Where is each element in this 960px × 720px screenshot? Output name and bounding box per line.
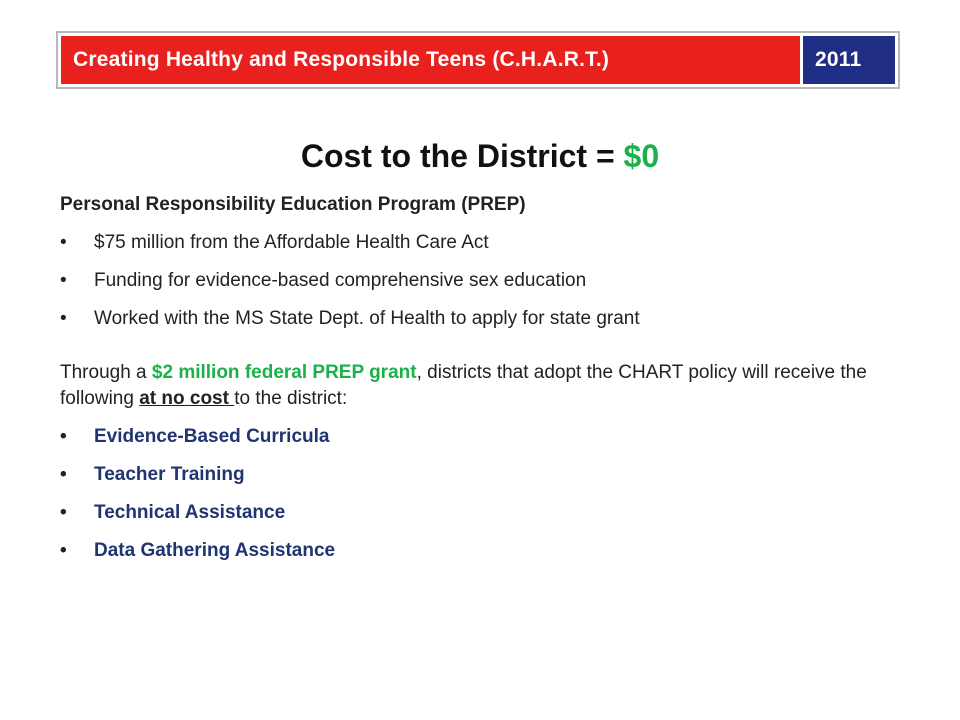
grant-text-before: Through a — [60, 362, 152, 383]
grant-item: • Data Gathering Assistance — [60, 538, 910, 564]
prep-bullet: • $75 million from the Affordable Health Care Act — [60, 230, 910, 256]
prep-bullet: • Worked with the MS State Dept. of Health to apply for state grant — [60, 306, 910, 332]
banner-year-box — [803, 36, 895, 84]
page-title — [0, 138, 960, 175]
banner-year: 2011 — [815, 48, 862, 71]
slide-content — [60, 192, 910, 576]
grant-item: • Evidence-Based Curricula — [60, 424, 910, 450]
grant-item: • Technical Assistance — [60, 500, 910, 526]
grant-highlight: $2 million federal PREP grant — [151, 362, 417, 383]
banner-title: Creating Healthy and Responsible Teens (C.H.A.R.T.) — [73, 48, 610, 71]
title-main: Cost to the District = — [300, 138, 624, 174]
prep-subhead: Personal Responsibility Education Program (PREP) — [60, 194, 526, 215]
grant-item: • Teacher Training — [60, 462, 910, 488]
grant-underlined: at no cost — [139, 388, 235, 409]
prep-bullet-list — [60, 230, 910, 332]
grant-paragraph — [60, 360, 910, 412]
prep-bullet: • Funding for evidence-based comprehensive sex education — [60, 268, 910, 294]
title-amount: $0 — [623, 138, 660, 174]
grant-text-after: to the district: — [234, 388, 348, 409]
grant-item-list — [60, 424, 910, 564]
header-banner — [56, 31, 900, 89]
grant-text-middle: , districts that adopt the CHART policy will receive the following — [60, 362, 867, 409]
banner-title-box — [61, 36, 800, 84]
